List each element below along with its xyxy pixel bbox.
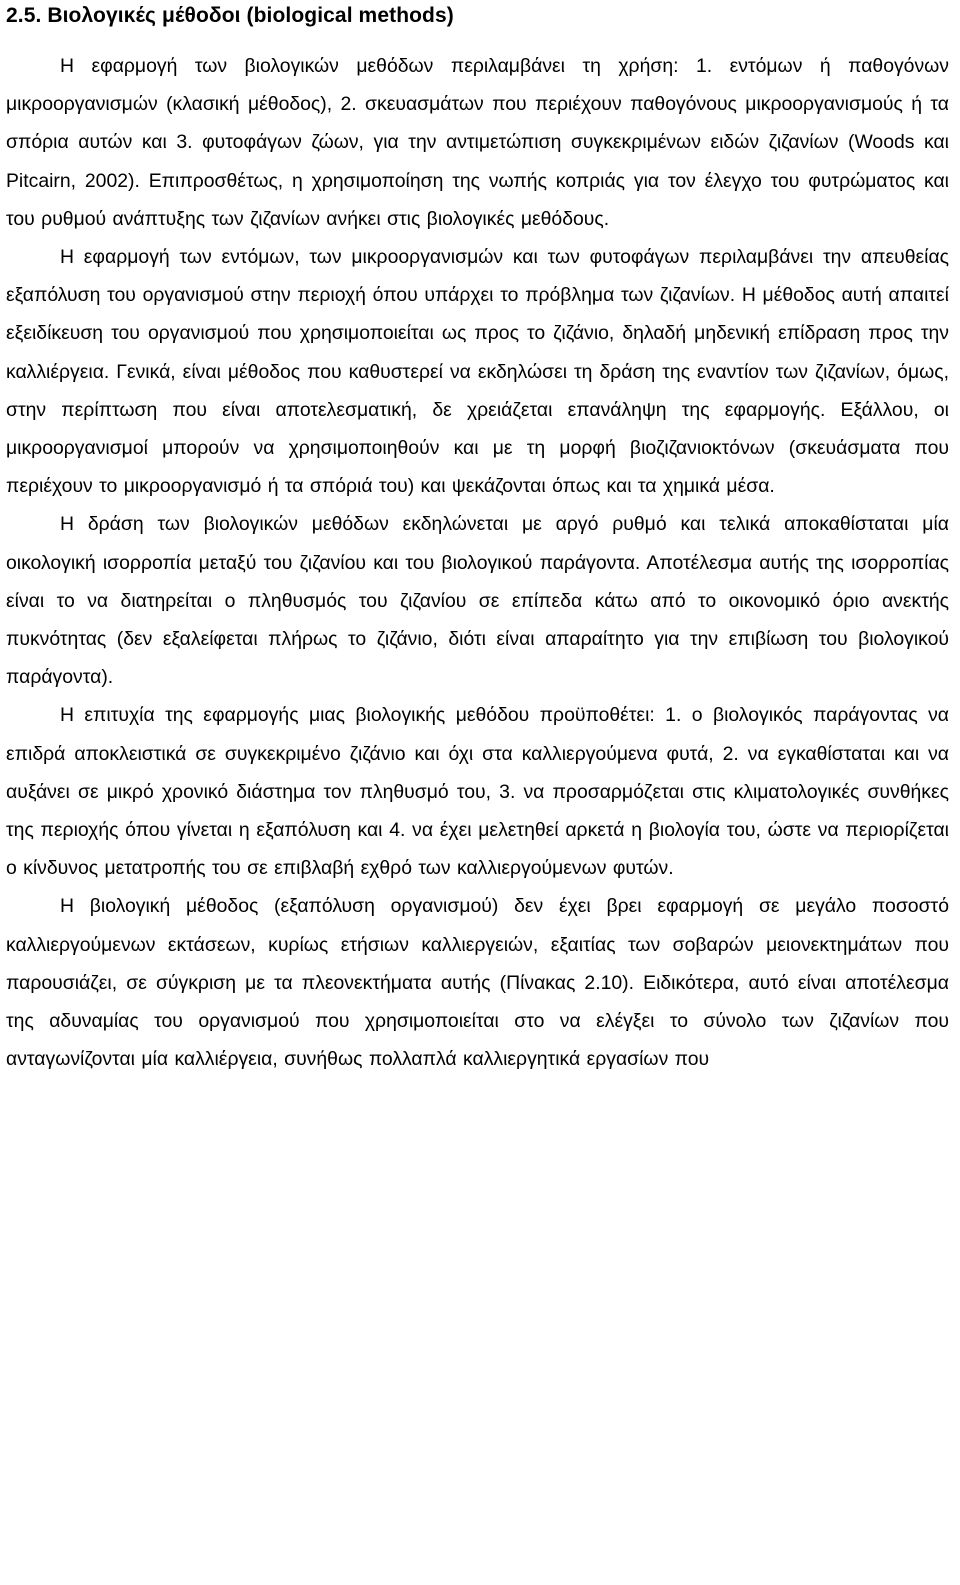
paragraph-5: Η βιολογική μέθοδος (εξαπόλυση οργανισμού) δεν έχει βρει εφαρμογή σε μεγάλο ποσοστό καλλιεργούμενων εκτάσεων, κυρίως ετήσιων καλλιεργειών, εξαιτίας των σοβαρών μειονεκτημάτων που παρουσιάζει, σε σύγκριση με τα πλεονεκτήματα αυτής (Πίνακας 2.10). Ειδικότερα, αυτό είναι αποτέλεσμα της αδυναμίας του οργανισμού που χρησιμοποιείται στο να ελέγξει το σύνολο των ζιζανίων που ανταγωνίζονται μία καλλιέργεια, συνήθως πολλαπλά καλλιεργητικά εργασίων που (6, 895, 949, 1071)
section-heading: 2.5. Βιολογικές μέθοδοι (biological methods) (6, 4, 454, 27)
paragraph-1: Η εφαρμογή των βιολογικών μεθόδων περιλαμβάνει τη χρήση: 1. εντόμων ή παθογόνων μικροοργανισμών (κλασική μέθοδος), 2. σκευασμάτων που περιέχουν παθογόνους μικροοργανισμούς ή τα σπόρια αυτών και 3. φυτοφάγων ζώων, για την αντιμετώπιση συγκεκριμένων ειδών ζιζανίων (Woods και Pitcairn, 2002). Επιπροσθέτως, η χρησιμοποίηση της νωπής κοπριάς για τον έλεγχο του φυτρώματος και του ρυθμού ανάπτυξης των ζιζανίων ανήκει στις βιολογικές μεθόδους. (6, 55, 949, 230)
paragraph-4: Η επιτυχία της εφαρμογής μιας βιολογικής μεθόδου προϋποθέτει: 1. ο βιολογικός παράγοντας να επιδρά αποκλειστικά σε συγκεκριμένο ζιζάνιο και όχι στα καλλιεργούμενα φυτά, 2. να εγκαθίσταται και να αυξάνει σε μικρό χρονικό διάστημα τον πληθυσμό του, 3. να προσαρμόζεται στις κλιματολογικές συνθήκες της περιοχής όπου γίνεται η εξαπόλυση και 4. να έχει μελετηθεί αρκετά η βιολογία του, ώστε να περιορίζεται ο κίνδυνος μετατροπής του σε επιβλαβή εχθρό των καλλιεργούμενων φυτών. (6, 704, 949, 880)
paragraph-2: Η εφαρμογή των εντόμων, των μικροοργανισμών και των φυτοφάγων περιλαμβάνει την απευθείας εξαπόλυση του οργανισμού στην περιοχή όπου υπάρχει το πρόβλημα των ζιζανίων. Η μέθοδος αυτή απαιτεί εξειδίκευση του οργανισμού που χρησιμοποιείται ως προς το ζιζάνιο, δηλαδή μηδενική επίδραση προς την καλλιέργεια. Γενικά, είναι μέθοδος που καθυστερεί να εκδηλώσει τη δράση της εναντίον των ζιζανίων, όμως, στην περίπτωση που είναι αποτελεσματική, δε χρειάζεται επανάληψη της εφαρμογής. Εξάλλου, οι μικροοργανισμοί μπορούν να χρησιμοποιηθούν και με τη μορφή βιοζιζανιοκτόνων (σκευάσματα που περιέχουν το μικροοργανισμό ή τα σπόριά του) και ψεκάζονται όπως και τα χημικά μέσα. (6, 246, 949, 498)
paragraph-3: Η δράση των βιολογικών μεθόδων εκδηλώνεται με αργό ρυθμό και τελικά αποκαθίσταται μία οικολογική ισορροπία μεταξύ του ζιζανίου και του βιολογικού παράγοντα. Αποτέλεσμα αυτής της ισορροπίας είναι το να διατηρείται ο πληθυσμός του ζιζανίου σε επίπεδα κάτω από το οικονομικό όριο ανεκτής πυκνότητας (δεν εξαλείφεται πλήρως το ζιζάνιο, διότι είναι απαραίτητο για την επιβίωση του βιολογικού παράγοντα). (6, 513, 949, 689)
